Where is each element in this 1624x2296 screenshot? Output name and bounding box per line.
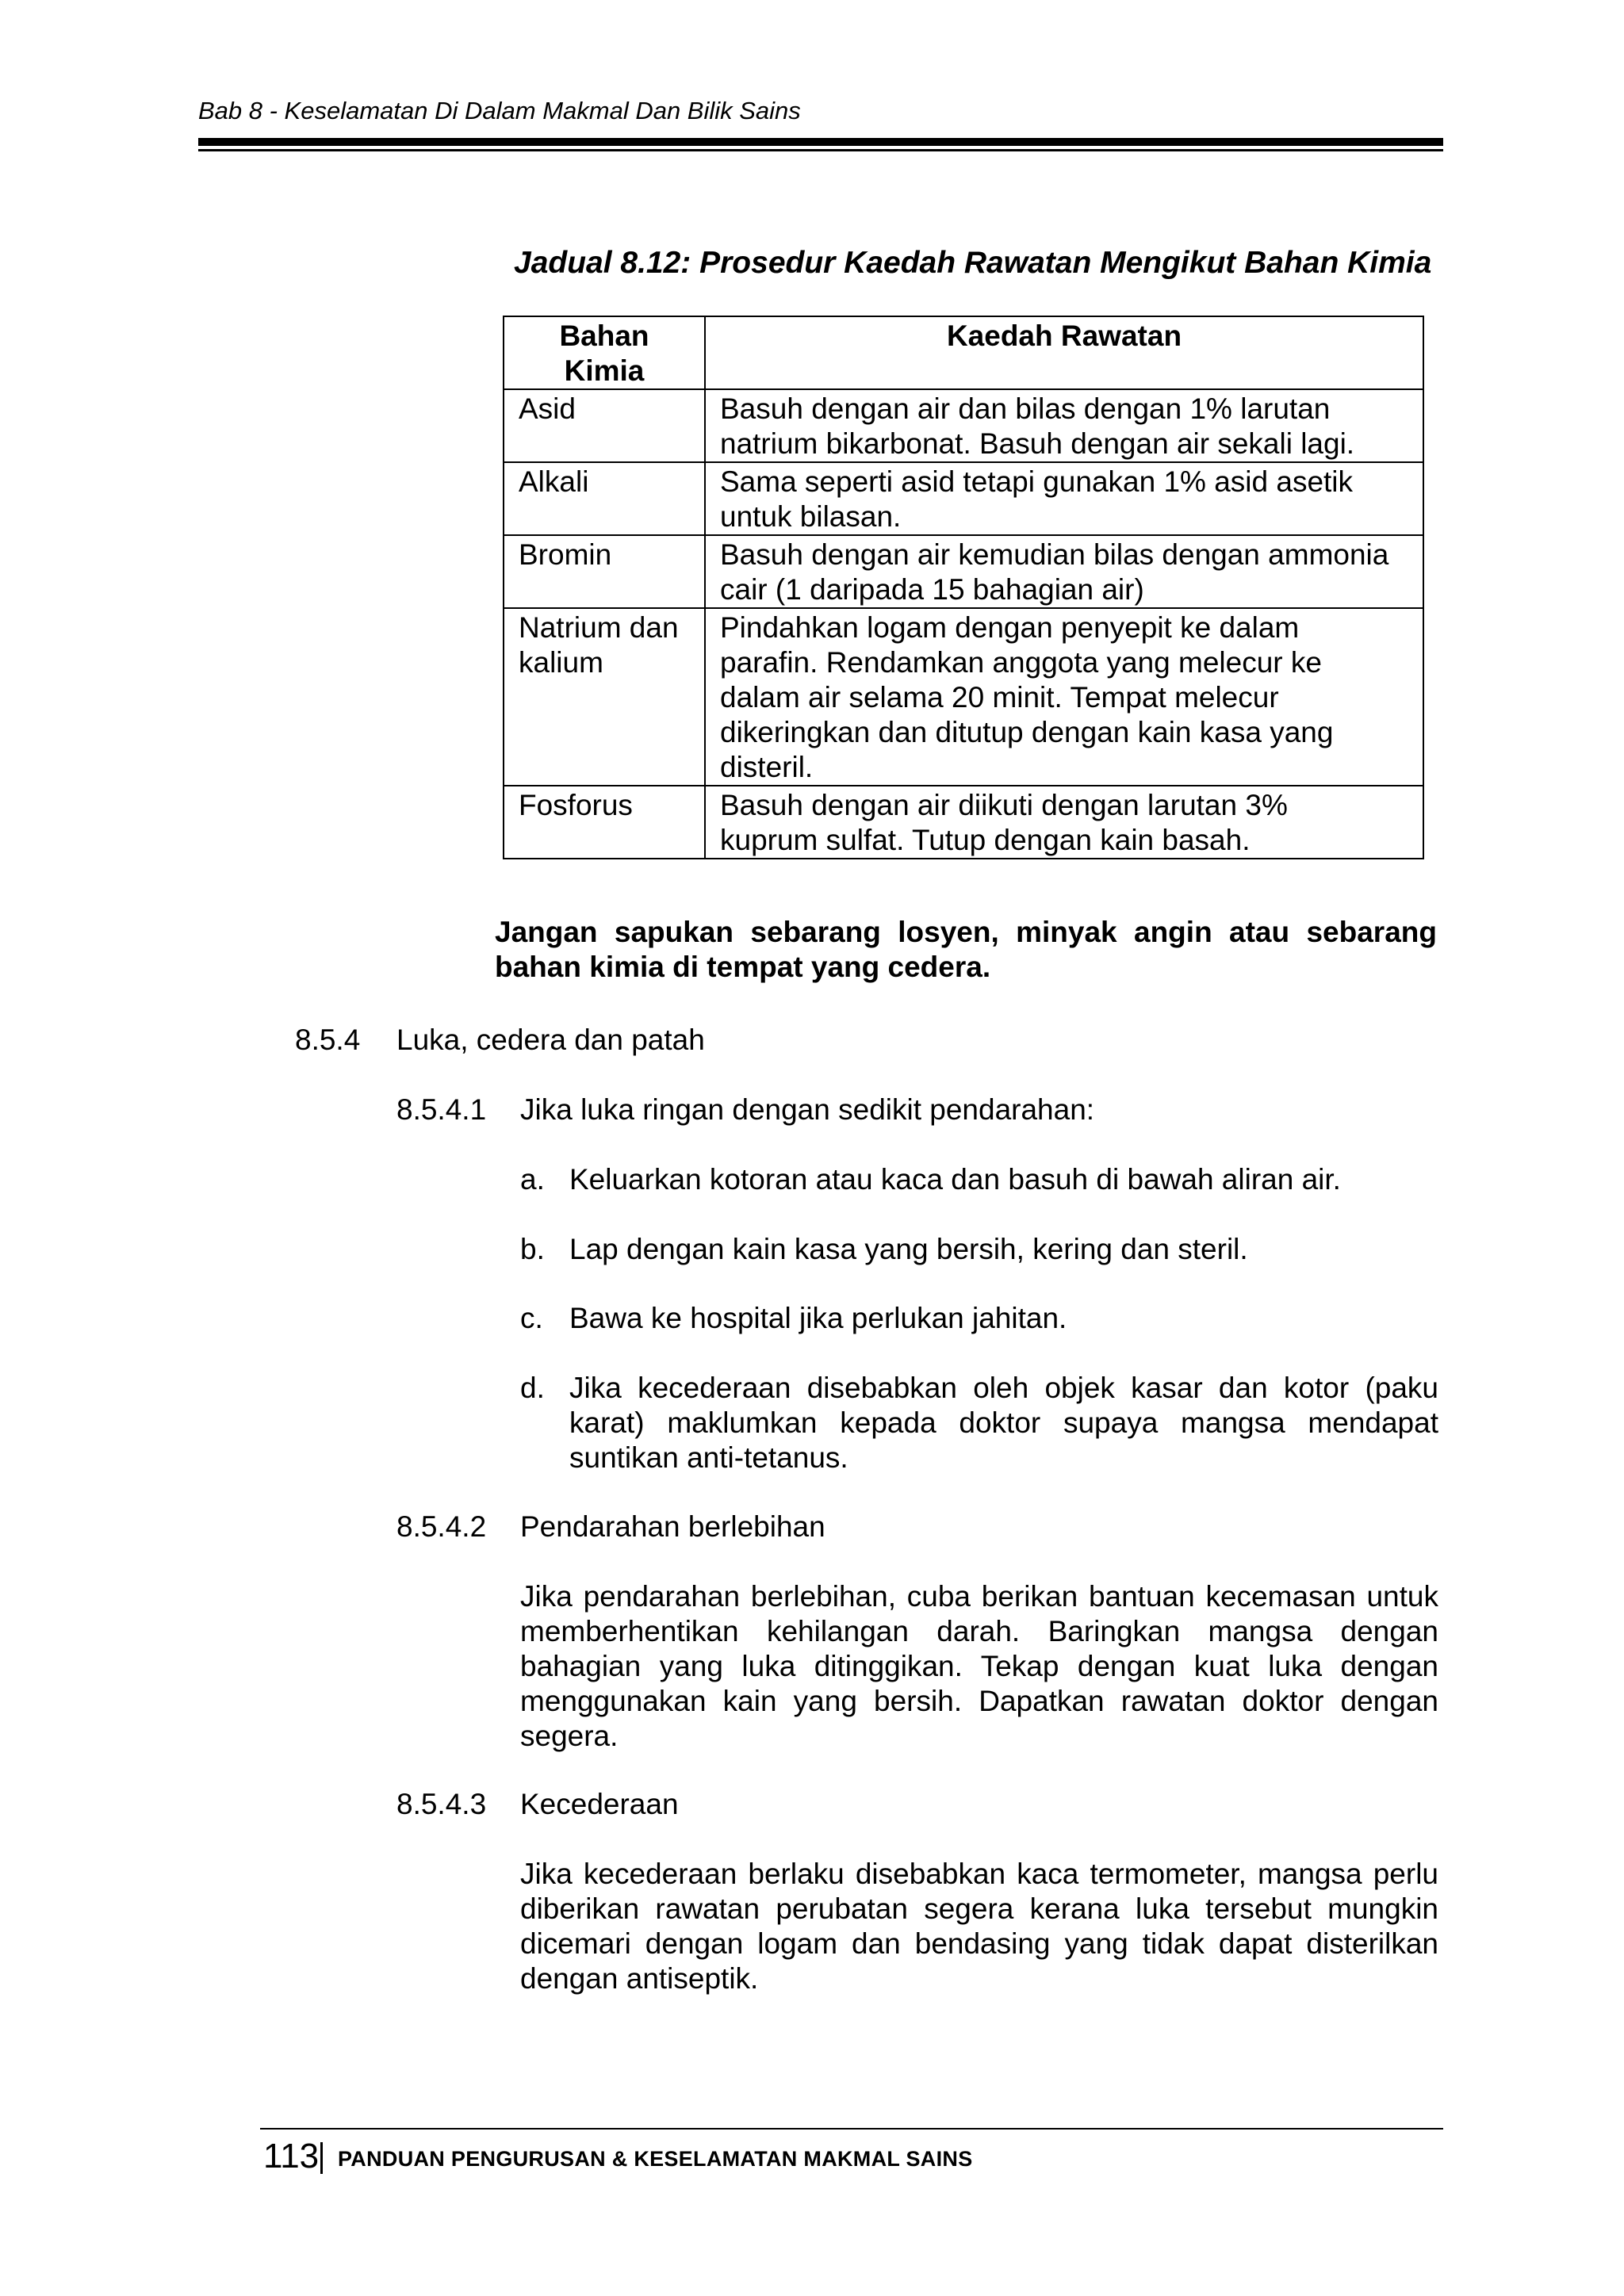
list-marker: b. <box>520 1233 545 1265</box>
footer-title: PANDUAN PENGURUSAN & KESELAMATAN MAKMAL SAINS <box>338 2147 973 2171</box>
table-header-row <box>504 316 1423 389</box>
cell-treatment: Sama seperti asid tetapi gunakan 1% asid asetik untuk bilasan. <box>705 462 1423 535</box>
header-rule-thick <box>198 138 1443 146</box>
cell-chemical: Bromin <box>504 535 705 608</box>
cell-chemical: Alkali <box>504 462 705 535</box>
page-number: 113 <box>263 2137 320 2175</box>
table-caption: Jadual 8.12: Prosedur Kaedah Rawatan Mengikut Bahan Kimia <box>514 246 1432 280</box>
subsection-title: Pendarahan berlebihan <box>520 1510 825 1543</box>
list-marker: c. <box>520 1302 543 1334</box>
header-rule-thin <box>198 149 1443 151</box>
cell-treatment: Basuh dengan air diikuti dengan larutan 3% kuprum sulfat. Tutup dengan kain basah. <box>705 786 1423 859</box>
footer-rule <box>260 2128 1443 2130</box>
cell-treatment: Pindahkan logam dengan penyepit ke dalam parafin. Rendamkan anggota yang melecur ke dalam air selama 20 minit. Tempat melecur dikeringkan dan ditutup dengan kain kasa yang disteril. <box>705 608 1423 786</box>
subsection-title: Kecederaan <box>520 1788 679 1820</box>
cell-treatment: Basuh dengan air dan bilas dengan 1% larutan natrium bikarbonat. Basuh dengan air sekali lagi. <box>705 389 1423 462</box>
section-number: 8.5.4 <box>295 1024 361 1056</box>
column-header-chemical: Bahan Kimia <box>504 316 705 389</box>
cell-chemical: Natrium dan kalium <box>504 608 705 786</box>
table-row <box>504 389 1423 462</box>
list-item: Bawa ke hospital jika perlukan jahitan. <box>569 1302 1067 1334</box>
list-item: Lap dengan kain kasa yang bersih, kering dan steril. <box>569 1233 1248 1265</box>
warning-note: Jangan sapukan sebarang losyen, minyak angin atau sebarang bahan kimia di tempat yang cedera. <box>495 916 1437 983</box>
subsection-number: 8.5.4.1 <box>396 1093 487 1126</box>
column-header-treatment: Kaedah Rawatan <box>705 316 1423 389</box>
table-row <box>504 462 1423 535</box>
table-row <box>504 608 1423 786</box>
cell-treatment: Basuh dengan air kemudian bilas dengan ammonia cair (1 daripada 15 bahagian air) <box>705 535 1423 608</box>
table-row <box>504 535 1423 608</box>
page-header-title: Bab 8 - Keselamatan Di Dalam Makmal Dan Bilik Sains <box>198 97 801 124</box>
cell-chemical: Fosforus <box>504 786 705 859</box>
cell-chemical: Asid <box>504 389 705 462</box>
list-marker: a. <box>520 1163 545 1196</box>
list-marker: d. <box>520 1372 545 1404</box>
subsection-title: Jika luka ringan dengan sedikit pendarahan: <box>520 1093 1095 1126</box>
paragraph: Jika pendarahan berlebihan, cuba berikan bantuan kecemasan untuk memberhentikan kehilangan darah. Baringkan mangsa dengan bahagian yang luka ditinggikan. Tekap dengan kuat luka dengan menggunakan kain yang bersih. Dapatkan rawatan doktor dengan segera. <box>520 1580 1438 1752</box>
subsection-number: 8.5.4.3 <box>396 1788 487 1820</box>
list-item: Keluarkan kotoran atau kaca dan basuh di bawah aliran air. <box>569 1163 1341 1196</box>
table-row <box>504 786 1423 859</box>
footer-separator <box>320 2142 323 2174</box>
subsection-number: 8.5.4.2 <box>396 1510 487 1543</box>
chemical-treatment-table <box>503 316 1424 859</box>
paragraph: Jika kecederaan berlaku disebabkan kaca termometer, mangsa perlu diberikan rawatan perubatan segera kerana luka tersebut mungkin dicemari dengan logam dan bendasing yang tidak dapat disterilkan dengan antiseptik. <box>520 1858 1438 1995</box>
list-item: Jika kecederaan disebabkan oleh objek kasar dan kotor (paku karat) maklumkan kepada doktor supaya mangsa mendapat suntikan anti-tetanus. <box>569 1372 1438 1474</box>
section-title: Luka, cedera dan patah <box>396 1024 705 1056</box>
